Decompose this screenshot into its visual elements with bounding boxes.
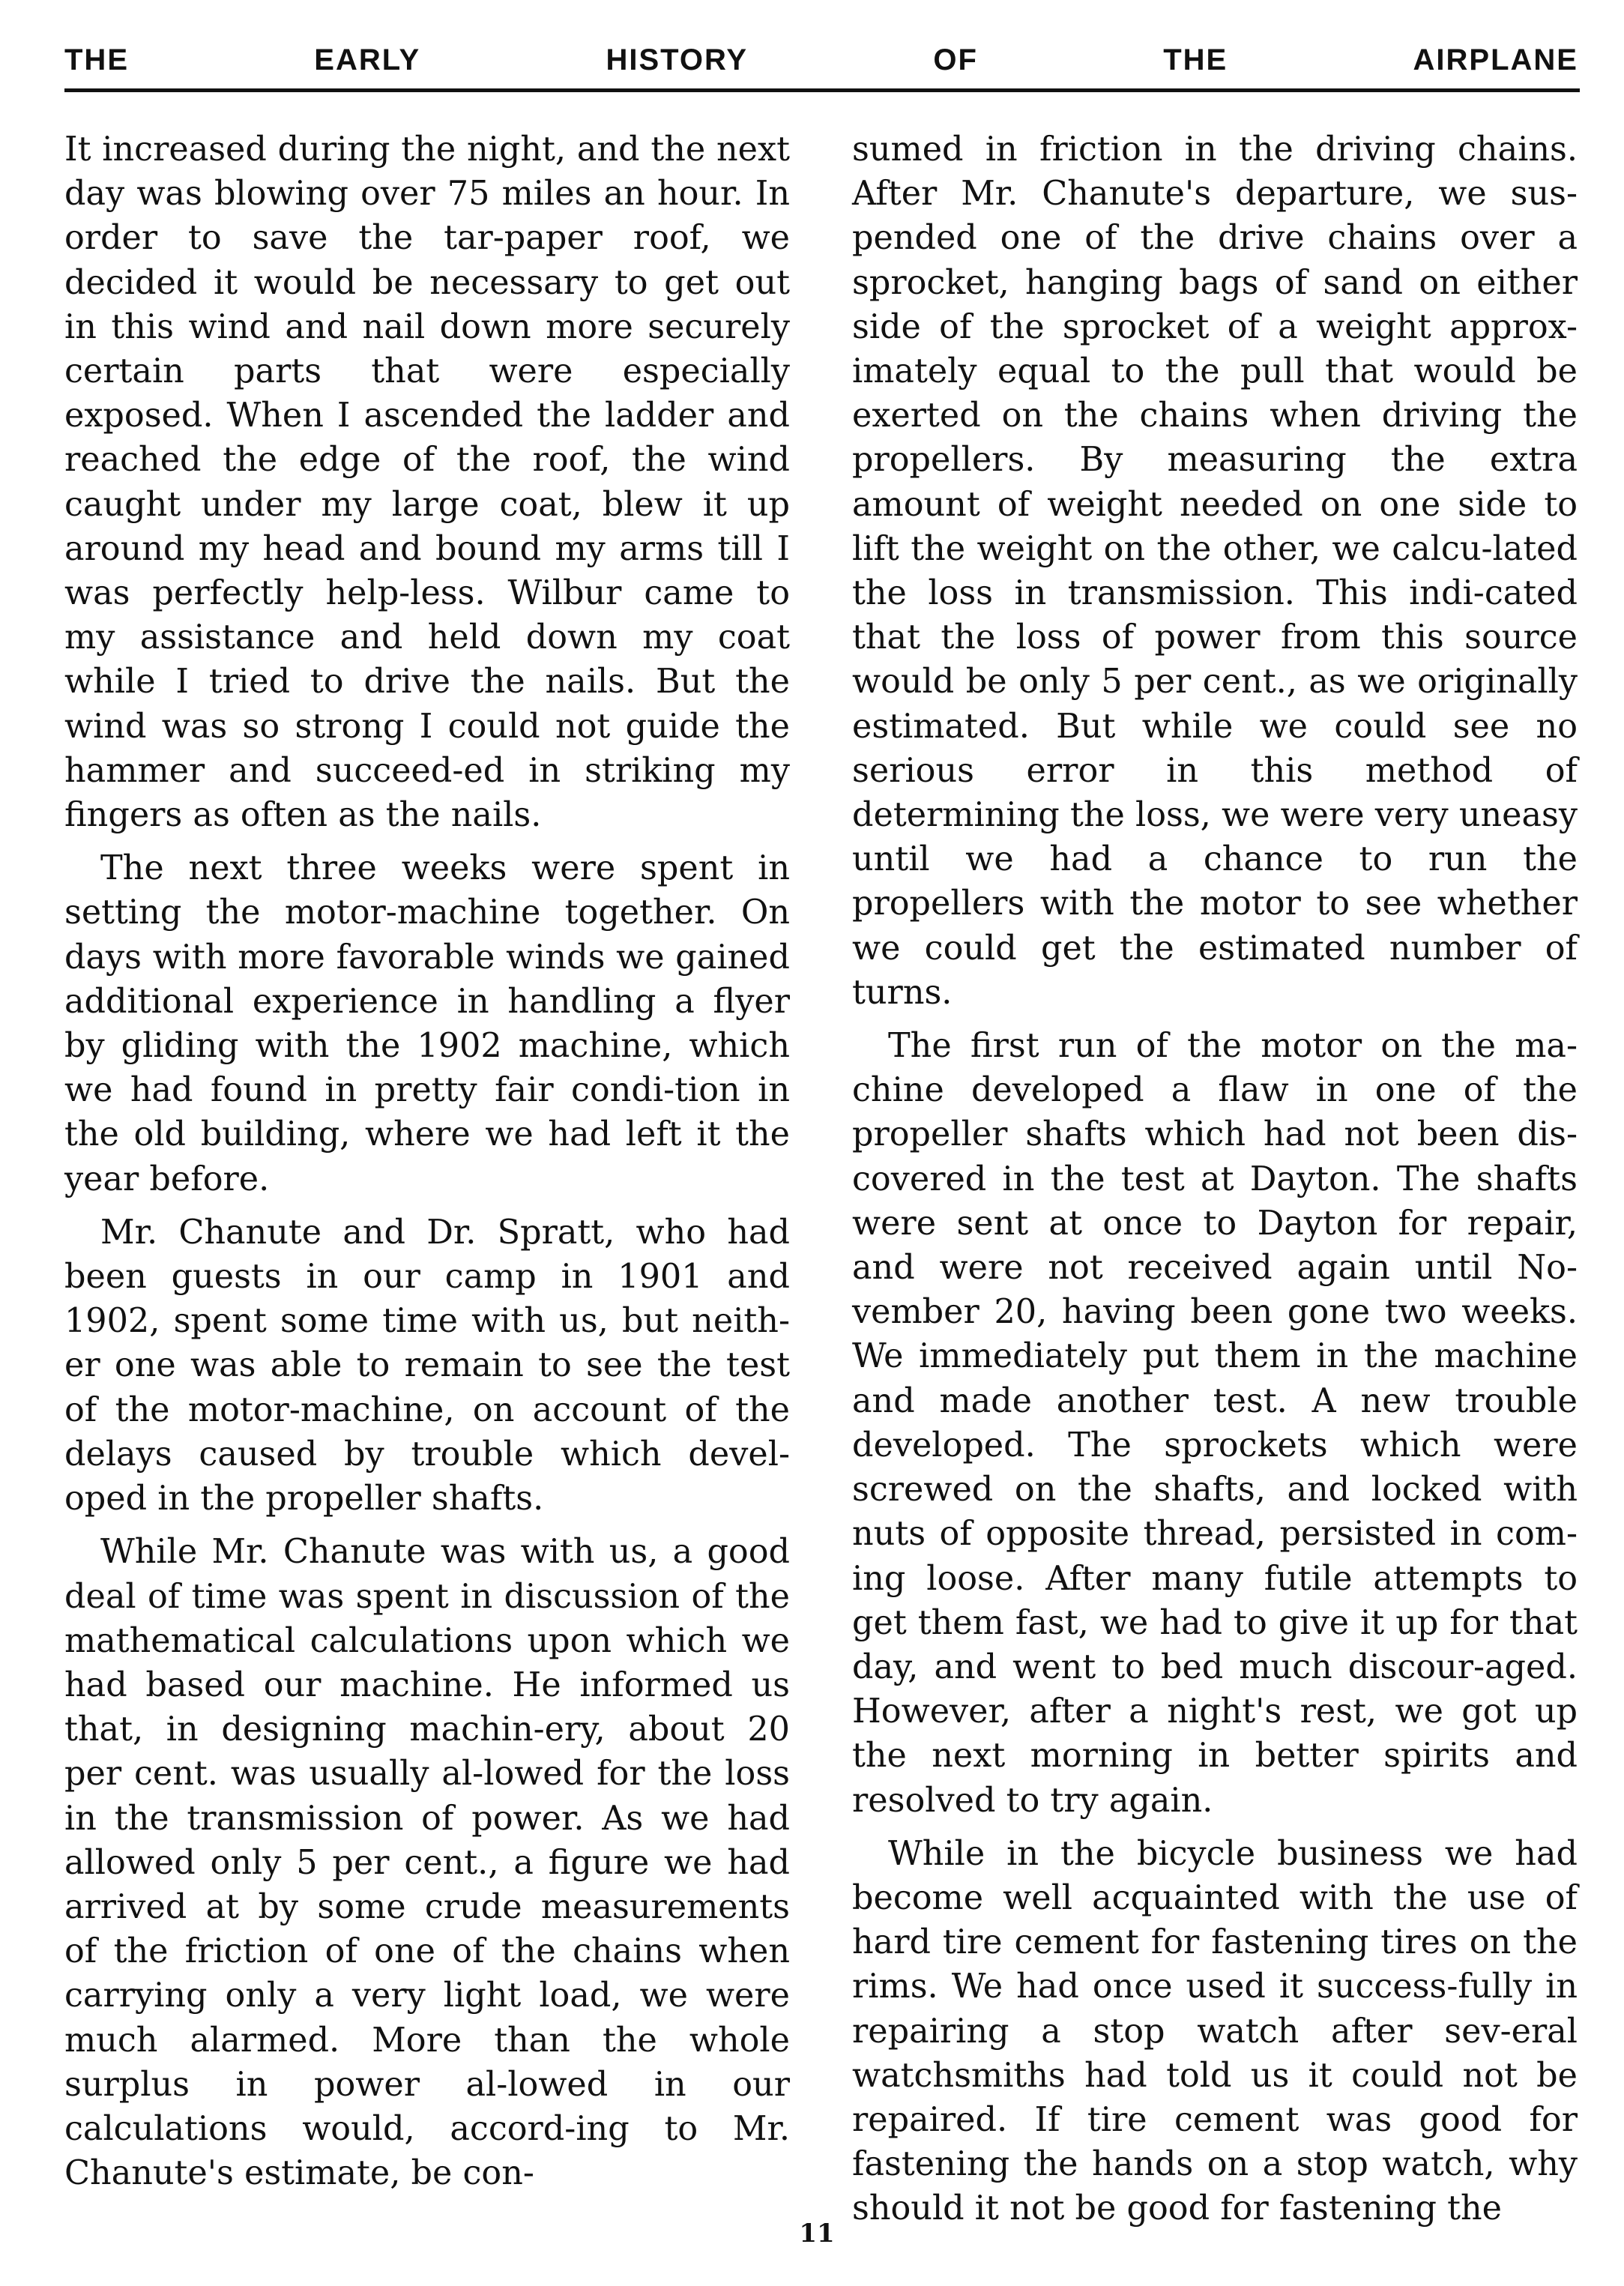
right-column (852, 127, 1578, 2240)
header-rule (64, 88, 1580, 92)
header-word: EARLY (314, 43, 421, 76)
header-word: THE (64, 43, 129, 76)
header-word: AIRPLANE (1413, 43, 1578, 76)
paragraph: While in the bicycle business we had become well acquainted with the use of hard tire cement for fastening tires on the rims. We had once used it success-fully in repairing a stop watch after sev-eral watchsmiths had told us it could not be repaired. If tire cement was good for fastening the hands on a stop watch, why should it not be good for fastening the (852, 1834, 1578, 2228)
page-number: 11 (799, 2219, 835, 2249)
paragraph: While Mr. Chanute was with us, a good deal of time was spent in discussion of the mathematical calculations upon which we had based our machine. He informed us that, in designing machin-ery, about 20 per cent. was usually al-lowed for the loss in the transmission of power. As we had allowed only 5 per cent., a figure we had arrived at by some crude measurements of the friction of one of the chains when carrying only a very light load, we were much alarmed. More than the whole surplus in power al-lowed in our calculations would, accord-ing to Mr. Chanute's estimate, be con- (64, 1533, 790, 2193)
header-word: THE (1163, 43, 1228, 76)
paragraph: It increased during the night, and the next day was blowing over 75 miles an hour. In order to save the tar-paper roof, we decided it would be necessary to get out in this wind and nail down more securely certain parts that were especially exposed. When I ascended the ladder and reached the edge of the roof, the wind caught under my large coat, blew it up around my head and bound my arms till I was perfectly help-less. Wilbur came to my assistance and held down my coat while I tried to drive the nails. But the wind was so strong I could not guide the hammer and succeed-ed in striking my fingers as often as the nails. (64, 130, 790, 835)
paragraph: sumed in friction in the driving chains. After Mr. Chanute's departure, we sus-pended one of the drive chains over a sprocket, hanging bags of sand on either side of the sprocket of a weight approx-imately equal to the pull that would be exerted on the chains when driving the propellers. By measuring the extra amount of weight needed on one side to lift the weight on the other, we calcu-lated the loss in transmission. This indi-cated that the loss of power from this source would be only 5 per cent., as we originally estimated. But while we could see no serious error in this method of determining the loss, we were very uneasy until we had a chance to run the propellers with the motor to see whether we could get the estimated number of turns. (852, 130, 1578, 1012)
running-header (64, 43, 1578, 77)
header-word: OF (933, 43, 978, 76)
paragraph: Mr. Chanute and Dr. Spratt, who had been guests in our camp in 1901 and 1902, spent some time with us, but neith-er one was able to remain to see the test of the motor-machine, on account of the delays caused by trouble which devel-oped in the propeller shafts. (64, 1213, 790, 1519)
header-word: HISTORY (606, 43, 749, 76)
left-column (64, 127, 790, 2204)
paragraph: The first run of the motor on the ma-chine developed a flaw in one of the propeller shafts which had not been dis-covered in the test at Dayton. The shafts were sent at once to Dayton for repair, and were not received again until No-vember 20, having been gone two weeks. We immediately put them in the machine and made another test. A new trouble developed. The sprockets which were screwed on the shafts, and locked with nuts of opposite thread, persisted in com-ing loose. After many futile attempts to get them fast, we had to give it up for that day, and went to bed much discour-aged. However, after a night's rest, we got up the next morning in better spirits and resolved to try again. (852, 1027, 1578, 1820)
paragraph: The next three weeks were spent in setting the motor-machine together. On days with more favorable winds we gained additional experience in handling a flyer by gliding with the 1902 machine, which we had found in pretty fair condi-tion in the old building, where we had left it the year before. (64, 849, 790, 1198)
